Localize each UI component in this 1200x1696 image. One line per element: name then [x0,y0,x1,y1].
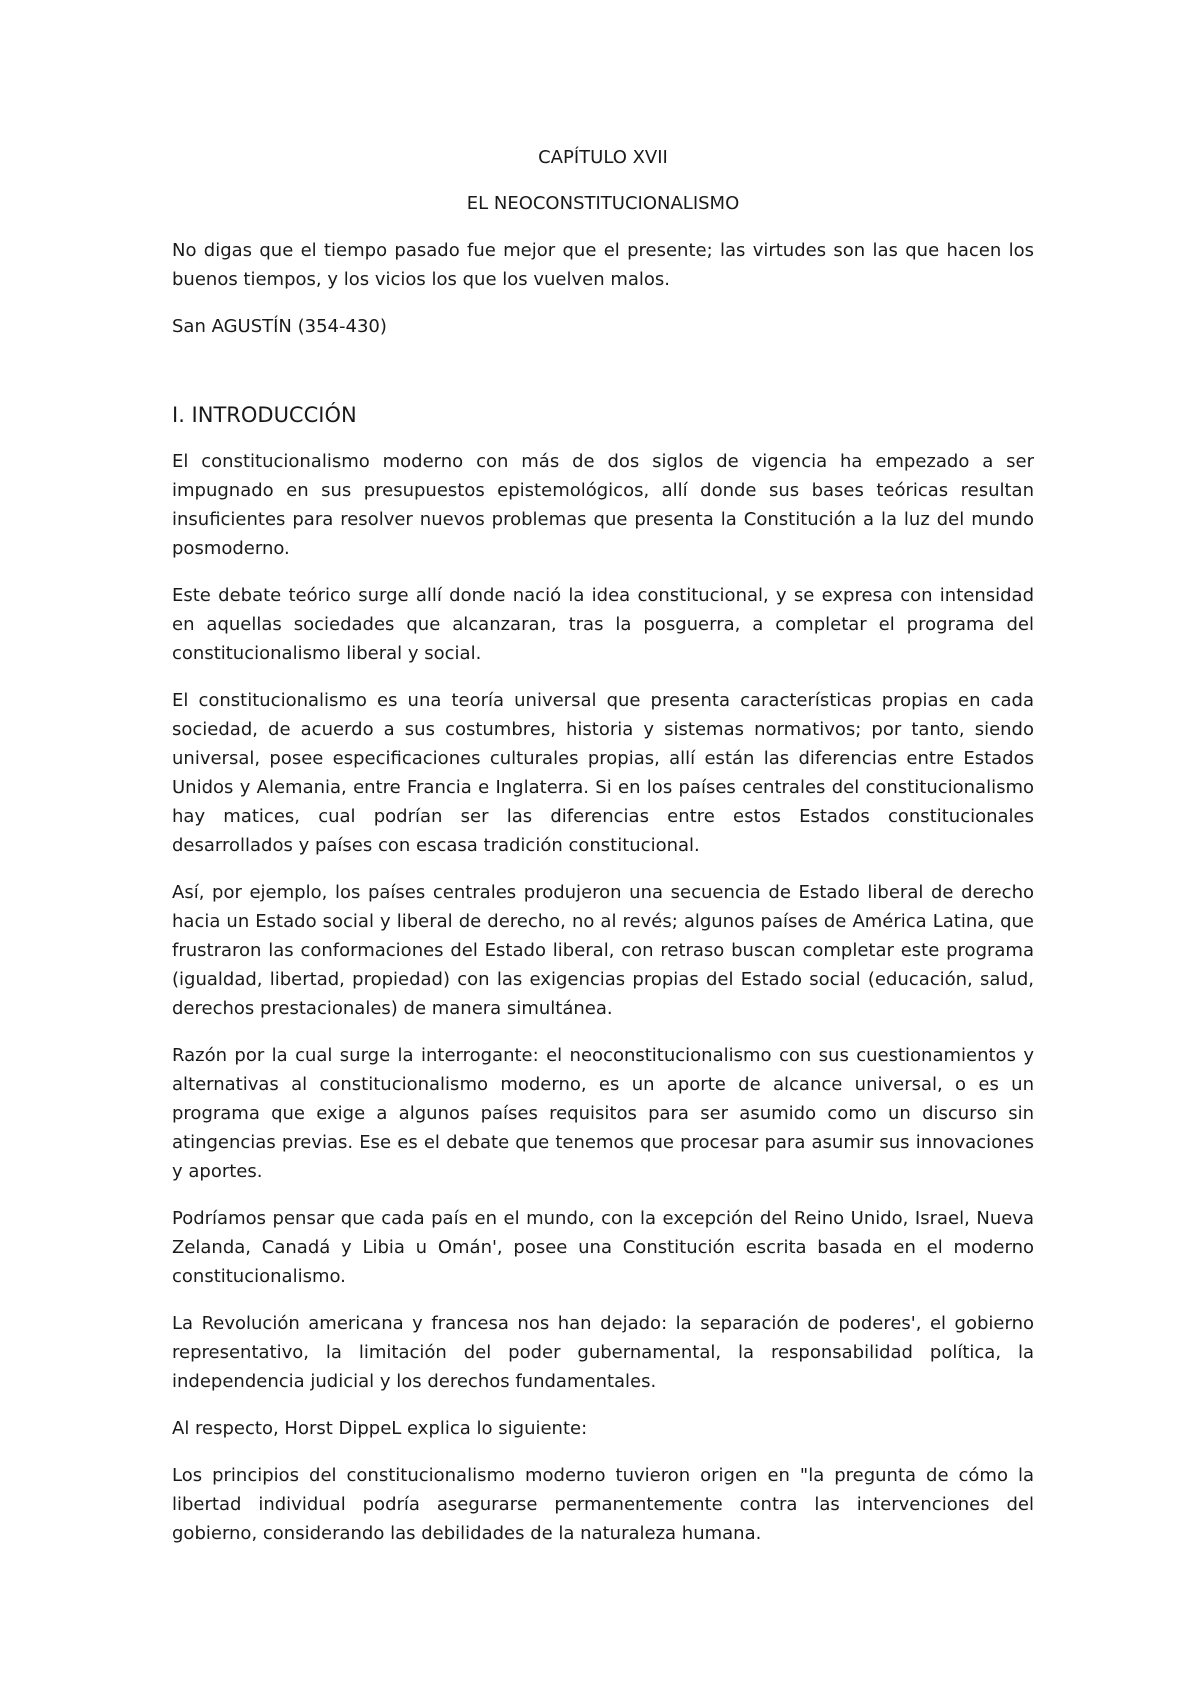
chapter-title: EL NEOCONSTITUCIONALISMO [466,193,740,214]
paragraph: El constitucionalismo moderno con más de dos siglos de vigencia ha empezado a ser impugnado en sus presupuestos epistemológicos, allí donde sus bases teóricas resultan insuficientes para resolver nuevos problemas que presenta la Constitución a la luz del mundo posmoderno. [172,451,1034,559]
document-page [172,0,1034,1696]
paragraph: Razón por la cual surge la interrogante: el neoconstitucionalismo con sus cuestionamientos y alternativas al constitucionalismo moderno, es un aporte de alcance universal, o es un programa que exige a algunos países requisitos para ser asumido como un discurso sin atingencias previas. Ese es el debate que tenemos que procesar para asumir sus innovaciones y aportes. [172,1045,1034,1182]
epigraph-quote: No digas que el tiempo pasado fue mejor que el presente; las virtudes son las que hacen los buenos tiempos, y los vicios los que los vuelven malos. [172,240,1034,290]
paragraph: El constitucionalismo es una teoría universal que presenta características propias en cada sociedad, de acuerdo a sus costumbres, historia y sistemas normativos; por tanto, siendo universal, posee especificaciones culturales propias, allí están las diferencias entre Estados Unidos y Alemania, entre Francia e Inglaterra. Si en los países centrales del constitucionalismo hay matices, cual podrían ser las diferencias entre estos Estados constitucionales desarrollados y países con escasa tradición constitucional. [172,690,1034,856]
chapter-label: CAPÍTULO XVII [538,147,668,168]
epigraph-author: San AGUSTÍN (354-430) [172,316,387,337]
paragraph: Podríamos pensar que cada país en el mundo, con la excepción del Reino Unido, Israel, Nueva Zelanda, Canadá y Libia u Omán', posee una Constitución escrita basada en el moderno constitucionalismo. [172,1208,1034,1287]
paragraph: Así, por ejemplo, los países centrales produjeron una secuencia de Estado liberal de derecho hacia un Estado social y liberal de derecho, no al revés; algunos países de América Latina, que frustraron las conformaciones del Estado liberal, con retraso buscan completar este programa (igualdad, libertad, propiedad) con las exigencias propias del Estado social (educación, salud, derechos prestacionales) de manera simultánea. [172,882,1034,1019]
paragraph: Este debate teórico surge allí donde nació la idea constitucional, y se expresa con intensidad en aquellas sociedades que alcanzaran, tras la posguerra, a completar el programa del constitucionalismo liberal y social. [172,585,1034,664]
section-heading: I. INTRODUCCIÓN [172,403,357,427]
paragraph: Al respecto, Horst DippeL explica lo siguiente: [172,1418,588,1439]
paragraph: La Revolución americana y francesa nos han dejado: la separación de poderes', el gobierno representativo, la limitación del poder gubernamental, la responsabilidad política, la independencia judicial y los derechos fundamentales. [172,1313,1034,1392]
body-text [172,447,1034,1566]
paragraph: Los principios del constitucionalismo moderno tuvieron origen en "la pregunta de cómo la libertad individual podría asegurarse permanentemente contra las intervenciones del gobierno, considerando las debilidades de la naturaleza humana. [172,1465,1034,1544]
